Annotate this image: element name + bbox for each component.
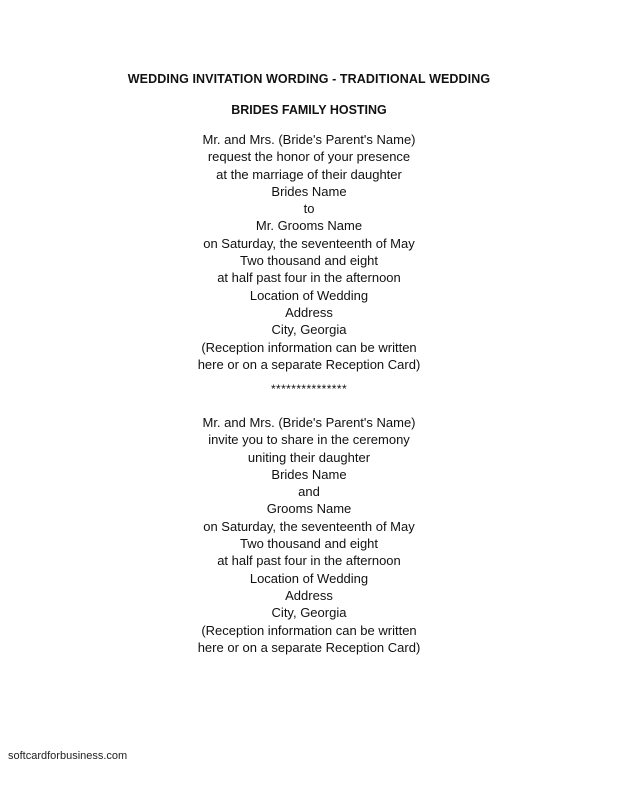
document-title: WEDDING INVITATION WORDING - TRADITIONAL WEDDING xyxy=(127,72,491,86)
invitation-1-line: request the honor of your presence xyxy=(207,149,411,165)
source-watermark: softcardforbusiness.com xyxy=(8,750,128,762)
invitation-2-line: at half past four in the afternoon xyxy=(217,553,401,569)
invitation-1-line: Location of Wedding xyxy=(249,287,369,303)
invitation-1-line: City, Georgia xyxy=(271,322,347,338)
section-separator: *************** xyxy=(270,382,348,396)
invitation-1-line: here or on a separate Reception Card) xyxy=(197,356,421,372)
invitation-2-line: Brides Name xyxy=(271,466,347,482)
invitation-1-line: on Saturday, the seventeenth of May xyxy=(203,235,415,251)
invitation-1-line: Two thousand and eight xyxy=(239,253,379,269)
invitation-1-line: Mr. Grooms Name xyxy=(255,218,363,234)
invitation-2-line: uniting their daughter xyxy=(247,449,371,465)
invitation-2-line: Two thousand and eight xyxy=(239,536,379,552)
invitation-2-line: on Saturday, the seventeenth of May xyxy=(203,518,415,534)
invitation-2-line: here or on a separate Reception Card) xyxy=(197,639,421,655)
invitation-block-2 xyxy=(0,414,618,656)
invitation-block-1 xyxy=(0,131,618,373)
invitation-1-line: (Reception information can be written xyxy=(201,339,417,355)
invitation-2-line: Grooms Name xyxy=(266,501,352,517)
invitation-2-line: Mr. and Mrs. (Bride's Parent's Name) xyxy=(202,415,416,430)
invitation-1-line: at half past four in the afternoon xyxy=(217,270,401,286)
invitation-1-line: at the marriage of their daughter xyxy=(216,166,402,182)
invitation-2-line: invite you to share in the ceremony xyxy=(208,432,410,448)
invitation-1-line: Brides Name xyxy=(271,183,347,199)
invitation-1-line: Mr. and Mrs. (Bride's Parent's Name) xyxy=(202,132,416,147)
invitation-1-line: Address xyxy=(285,304,333,320)
invitation-2-line: and xyxy=(298,484,320,500)
invitation-2-line: Location of Wedding xyxy=(249,570,369,586)
invitation-1-line: to xyxy=(303,201,315,217)
invitation-2-line: Address xyxy=(285,587,333,603)
document-subtitle: BRIDES FAMILY HOSTING xyxy=(231,103,387,117)
invitation-2-line: City, Georgia xyxy=(271,605,347,621)
invitation-2-line: (Reception information can be written xyxy=(201,622,417,638)
